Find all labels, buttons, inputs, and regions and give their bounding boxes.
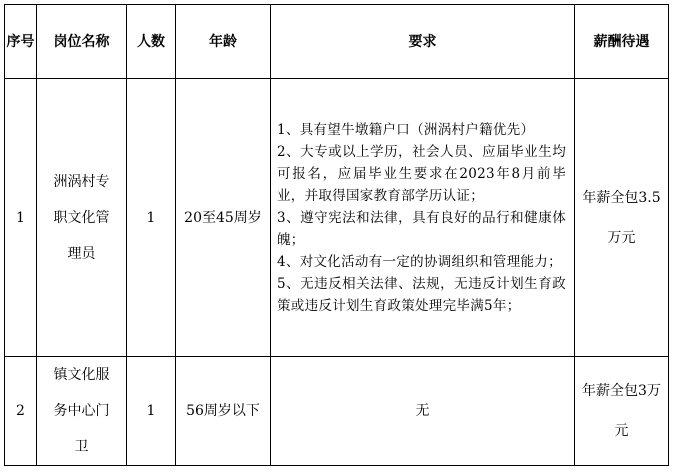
row-requirements	[271, 357, 575, 466]
header-requirements: 要求	[271, 5, 575, 79]
row-salary: 年薪全包3万元	[575, 357, 669, 466]
requirement-item: 无	[415, 403, 430, 419]
row-age: 20至45周岁	[176, 79, 271, 357]
row-count: 1	[127, 357, 176, 466]
row-requirements	[271, 79, 575, 357]
header-age: 年龄	[176, 5, 271, 79]
row-no: 1	[5, 79, 37, 357]
table-row	[5, 357, 669, 466]
table-row	[5, 79, 669, 357]
row-title: 镇文化服务中心门卫	[37, 357, 127, 466]
header-count: 人数	[127, 5, 176, 79]
row-title: 洲涡村专职文化管理员	[37, 79, 127, 357]
requirement-item: 4、对文化活动有一定的协调组织和管理能力；	[277, 253, 562, 270]
requirement-item: 2、大专或以上学历，社会人员、应届毕业生均可报名，应届毕业生要求在2023年8月前毕业，并取得国家教育部学历认证；	[277, 143, 566, 204]
table-header-row	[5, 5, 669, 79]
header-title: 岗位名称	[37, 5, 127, 79]
requirement-item: 1、具有望牛墩籍户口（洲涡村户籍优先）	[277, 121, 535, 138]
row-no: 2	[5, 357, 37, 466]
header-salary: 薪酬待遇	[575, 5, 669, 79]
header-no: 序号	[5, 5, 37, 79]
job-table	[4, 4, 669, 466]
requirement-item: 3、遵守宪法和法律，具有良好的品行和健康体魄；	[277, 209, 566, 248]
row-count: 1	[127, 79, 176, 357]
row-salary: 年薪全包3.5万元	[575, 79, 669, 357]
requirement-item: 5、无违反相关法律、法规，无违反计划生育政策或违反计划生育政策处理完毕满5年；	[277, 275, 566, 314]
row-age: 56周岁以下	[176, 357, 271, 466]
